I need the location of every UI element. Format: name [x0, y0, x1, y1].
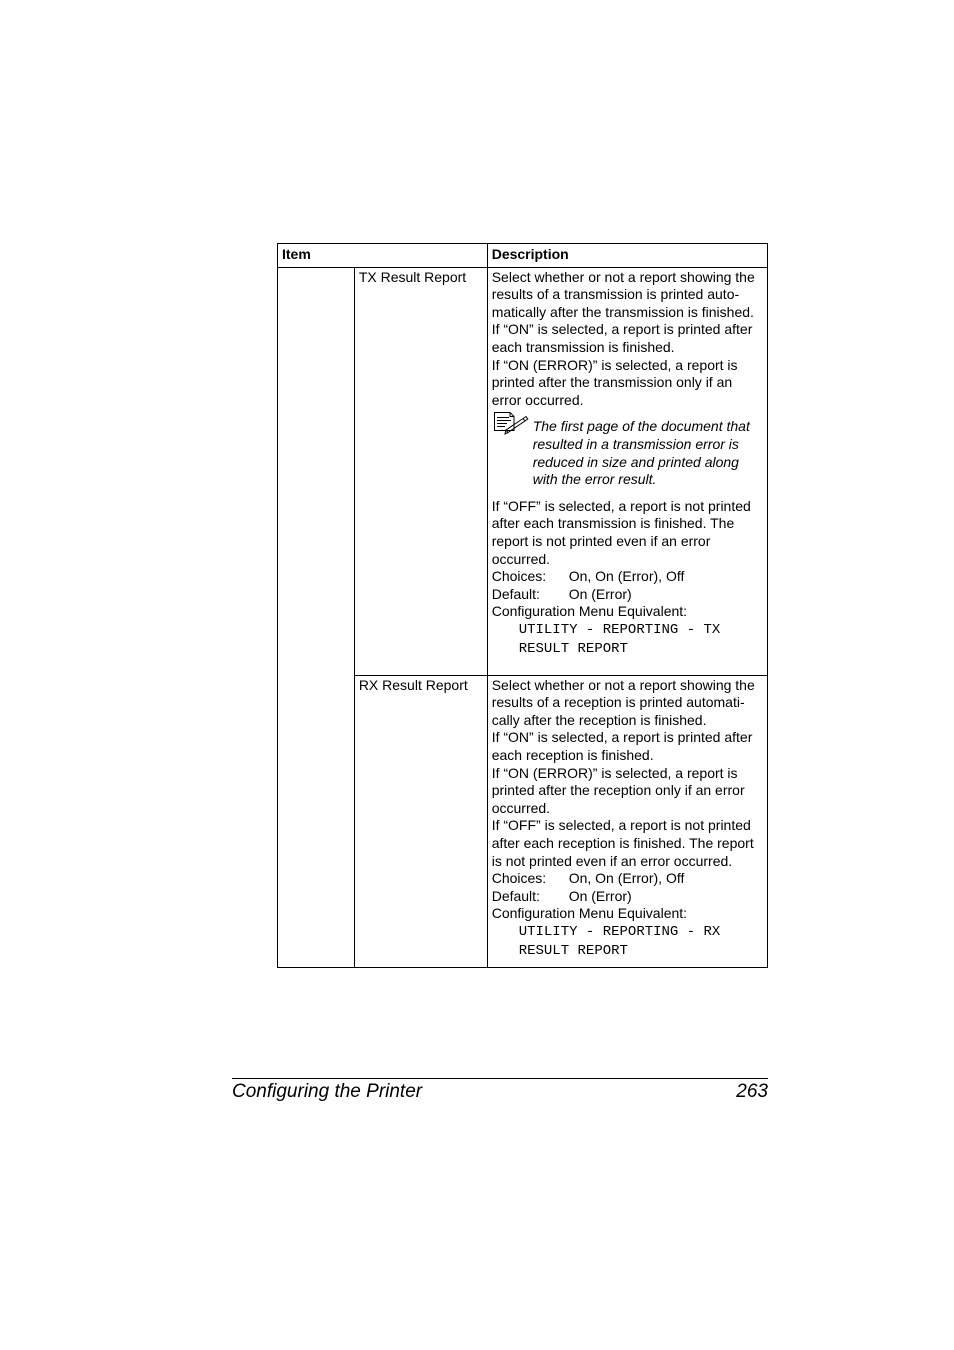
choices-value: On, On (Error), Off [568, 870, 685, 887]
default-label: Default: [491, 887, 540, 904]
choices-label: Choices: [491, 870, 547, 887]
config-label: Configuration Menu Equivalent: [491, 603, 688, 620]
default-line [492, 586, 764, 604]
default-label: Default: [491, 585, 540, 602]
item-name: RX Result Report [354, 675, 487, 967]
choices-line [492, 568, 764, 586]
config-path: UTILITY - REPORTING - RX RESULT REPORT [518, 923, 721, 960]
note-pencil-icon [493, 410, 529, 436]
default-line [492, 888, 764, 906]
item-name: TX Result Report [354, 267, 487, 675]
item-description [487, 267, 767, 675]
config-path: UTILITY - REPORTING - TX RESULT REPORT [518, 621, 721, 658]
description-text: Select whether or not a report showing the results of a reception is printed automati- cally after the reception is finished. If “ON” is selected, a report is printed after each reception is finished. If “ON (ERROR)” is selected, a report is printed after the reception only if an error occurred. If “OFF” is selected, a report is not printed after each reception is finished. The report is not printed even if an error occurred. [491, 676, 755, 869]
header-description: Description [487, 244, 767, 268]
table-row-tx-result-report [278, 267, 768, 675]
footer-rule [232, 1078, 768, 1079]
settings-table [277, 243, 768, 968]
item-description [487, 675, 767, 967]
note-block: The first page of the document that resulted in a transmission error is reduced in size and printed along with the error result. [492, 418, 764, 488]
choices-line [492, 870, 764, 888]
description-text-continued: If “OFF” is selected, a report is not printed after each transmission is finished. The report is not printed even if an error occurred. [491, 497, 751, 567]
default-value: On (Error) [568, 887, 632, 904]
default-value: On (Error) [568, 585, 632, 602]
config-label: Configuration Menu Equivalent: [491, 905, 688, 922]
item-group-cell [278, 267, 355, 967]
page-number: 263 [736, 1081, 768, 1102]
table-header-row [278, 244, 768, 268]
description-text: Select whether or not a report showing the results of a transmission is printed auto- matically after the transmission is finished. If “ON” is selected, a report is printed after each transmission is finished. If “ON (ERROR)” is selected, a report is printed after the transmission only if an error occurred. [491, 268, 755, 408]
header-item: Item [278, 244, 488, 268]
choices-label: Choices: [491, 568, 547, 585]
footer-title: Configuring the Printer [232, 1081, 423, 1102]
choices-value: On, On (Error), Off [568, 568, 685, 585]
